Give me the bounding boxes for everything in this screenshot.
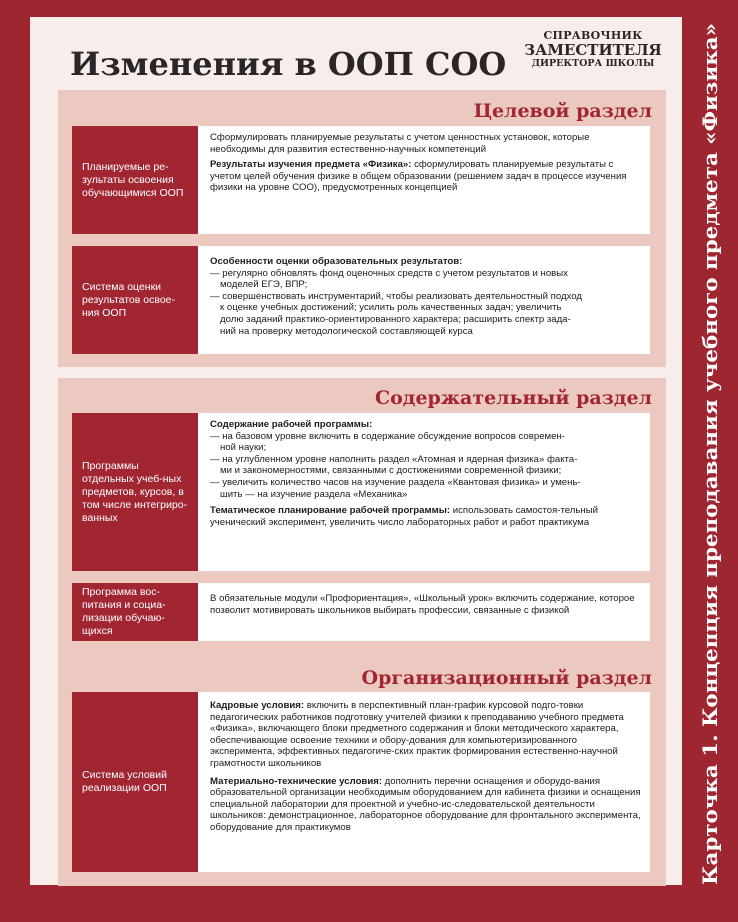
body-text: использовать самостоя-тельный ученический эксперимент, увеличить число лабораторных работ и работ практикума	[210, 505, 598, 528]
body-bold: Кадровые условия:	[210, 700, 305, 711]
row-label: Система оценки результатов освое-ния ООП	[82, 280, 175, 319]
side-caption-text: Карточка 1. Концепция преподавания учебного предмета «Физика»	[698, 79, 722, 885]
list-item: — на базовом уровне включить в содержание обсуждение вопросов современ-	[210, 430, 565, 442]
row-planned-results	[72, 126, 650, 234]
body-paragraph: В обязательные модули «Профориентация», «Школьный урок» включить содержание, которое позволит мотивировать школьников выбирать профессии, связанные с физикой	[210, 593, 635, 616]
card	[30, 17, 682, 885]
section-title: Содержательный раздел	[374, 387, 652, 409]
section-content	[58, 378, 666, 656]
body-paragraph	[210, 776, 642, 834]
body-bold: Результаты изучения предмета «Физика»:	[210, 159, 412, 171]
list-item: ний на проверку методологической составляющей курса	[220, 325, 473, 337]
body-bold: Тематическое планирование рабочей программы:	[210, 505, 451, 517]
page-title: Изменения в ООП СОО	[70, 45, 507, 83]
list-item: — совершенствовать инструментарий, чтобы реализовать деятельностный подход	[210, 290, 583, 302]
body-heading: Содержание рабочей программы:	[210, 419, 373, 430]
brand-line-3: ДИРЕКТОРА ШКОЛЫ	[531, 58, 655, 69]
brand-line-1: СПРАВОЧНИК	[543, 29, 643, 42]
body-bold: Материально-технические условия:	[210, 775, 383, 787]
list-item: ной науки;	[220, 442, 267, 454]
row-body	[198, 126, 650, 234]
list-item: к оценке учебных достижений; усилить роль качественных задач; увеличить	[220, 302, 562, 314]
body-heading: Особенности оценки образовательных результатов:	[210, 256, 463, 267]
body-text: включить в перспективный план-график курсовой подго-товки педагогических работников подготовку учителей физики к преподаванию учебного предмета «Физика», включающего блоки предметного содержания и блоки методического характера, обеспечивающие освоение техники и обору-дования для компьютеризированного эксперимента, эффективных педагогиче-ских практик формирования естественно-научной грамотности школьников	[210, 700, 624, 769]
row-conditions	[72, 692, 650, 872]
body-paragraph: Сформулировать планируемые результаты с учетом ценностных установок, которые необходимы для развития естественно-научных компетенций	[210, 132, 590, 155]
brand-line-2: ЗАМЕСТИТЕЛЯ	[524, 41, 662, 59]
row-label: Программы отдельных учеб-ных предметов, курсов, в том числе интегриро-ванных	[82, 459, 188, 524]
row-body	[198, 583, 650, 641]
brand-logo	[518, 29, 668, 69]
row-label: Программа вос-питания и социа-лизации обучаю-щихся	[82, 586, 166, 637]
section-target	[58, 90, 666, 367]
body-paragraph	[210, 505, 642, 528]
section-title: Целевой раздел	[473, 100, 652, 122]
list-item: — регулярно обновлять фонд оценочных средств с учетом результатов и новых	[210, 267, 568, 279]
list-item: долю заданий практико-ориентированного характера; расширить спектр зада-	[220, 313, 571, 325]
row-label: Планируемые ре-зультаты освоения обучающимися ООП	[82, 160, 184, 199]
row-body	[198, 413, 650, 571]
body-paragraph	[210, 159, 642, 194]
body-text: дополнить перечни оснащения и оборудо-вания образовательной организации необходимым оборудованием для кабинета физики и оснащения специальной лаборатории для проектной и учебно-ис-следовательской деятельности школьников: демонстрационное, лабораторное оборудование для фронтального эксперимента, оборудование для практикумов	[210, 775, 641, 833]
row-programs	[72, 413, 650, 571]
row-body	[198, 246, 650, 354]
side-caption	[688, 17, 732, 885]
row-label: Система условий реализации ООП	[82, 769, 167, 794]
section-title: Организационный раздел	[361, 667, 652, 689]
row-assessment	[72, 246, 650, 354]
list-item: — увеличить количество часов на изучение раздела «Квантовая физика» и умень-	[210, 476, 581, 488]
list-item: моделей ЕГЭ, ВПР;	[220, 279, 308, 291]
body-text: сформулировать планируемые результаты с учетом целей обучения физике в общем образовании (решением задач в процессе изучения физики на уровне СОО), предусмотренных концепцией	[210, 159, 627, 194]
row-body	[198, 692, 650, 872]
row-upbringing	[72, 583, 650, 641]
list-item: шить — на изучение раздела «Механика»	[220, 488, 408, 500]
body-paragraph	[210, 700, 642, 770]
list-item: ми и закономерностями, связанными с достижениями современной физики;	[220, 465, 562, 477]
section-organizational	[58, 654, 666, 886]
list-item: — на углубленном уровне наполнить раздел «Атомная и ядерная физика» факта-	[210, 453, 578, 465]
